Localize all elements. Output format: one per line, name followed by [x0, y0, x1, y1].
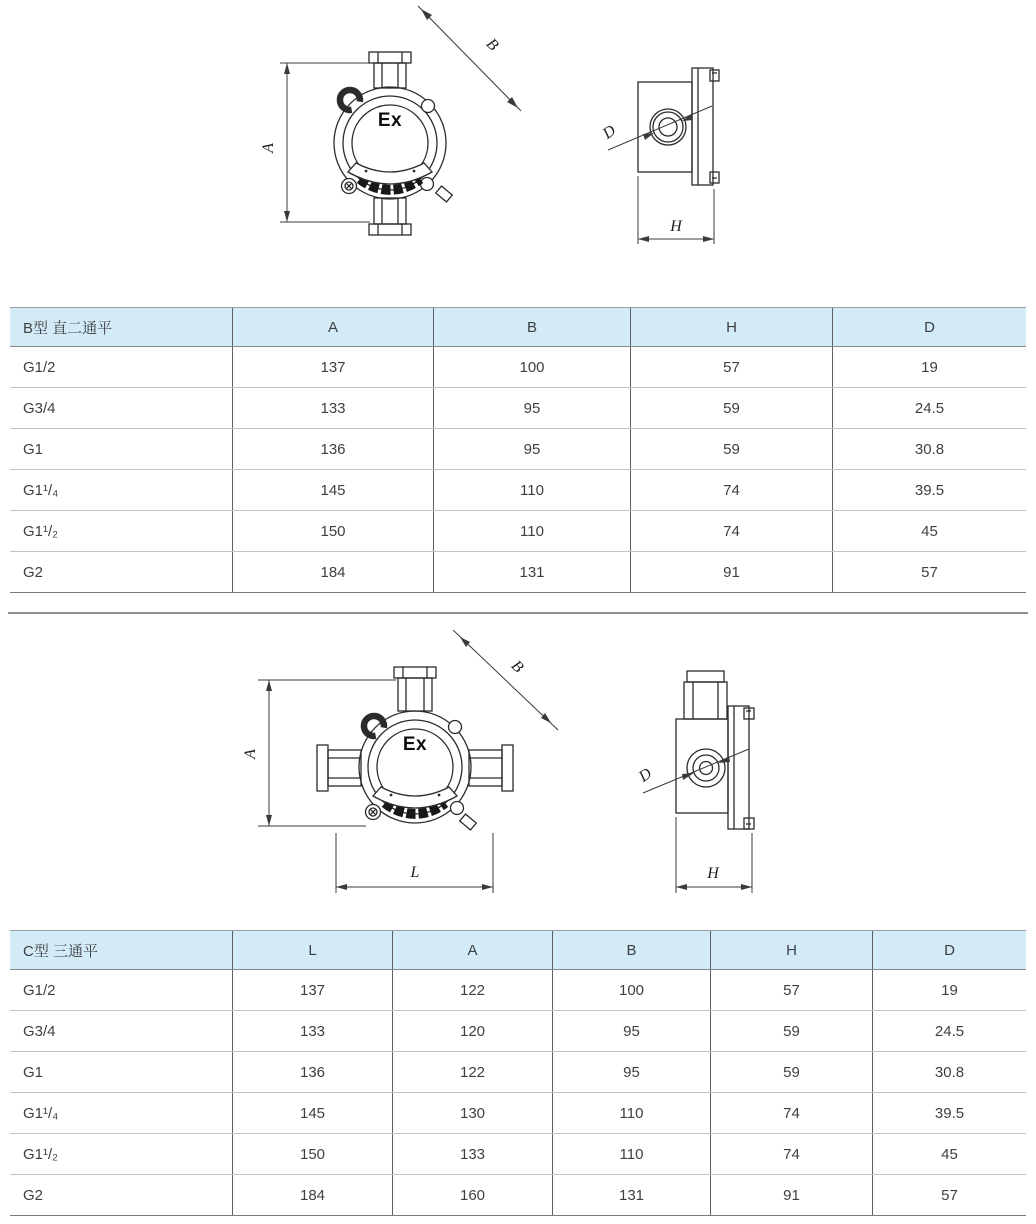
b-front-view: [334, 52, 452, 235]
column-header: H: [630, 308, 832, 346]
bolt-icon: [421, 178, 434, 191]
table-cell: 145: [232, 1093, 392, 1133]
table-cell: 24.5: [832, 388, 1026, 428]
table-cell: 74: [630, 511, 832, 551]
table-cell: 30.8: [832, 429, 1026, 469]
c-side-view: [676, 671, 754, 829]
row-label: G1: [23, 440, 44, 458]
table-row: [10, 1175, 1026, 1216]
table-cell: 57: [832, 552, 1026, 592]
column-header: L: [232, 931, 392, 969]
table-row: [10, 1011, 1026, 1052]
b-type-dimension-table: [10, 307, 1026, 593]
dim-label-a: A: [242, 749, 259, 759]
table-row: [10, 429, 1026, 470]
table-cell: 91: [710, 1175, 872, 1215]
table-cell: 100: [433, 347, 630, 387]
table-cell: 133: [232, 388, 433, 428]
table-row: [10, 388, 1026, 429]
table-cell: 95: [552, 1052, 710, 1092]
table-cell: 136: [232, 429, 433, 469]
bolt-icon: [422, 100, 435, 113]
column-header: A: [392, 931, 552, 969]
column-header: B: [433, 308, 630, 346]
table-cell: 110: [552, 1134, 710, 1174]
table-cell: 74: [710, 1093, 872, 1133]
row-label: G1¹/₂: [23, 1145, 58, 1163]
clip-icon: [364, 716, 384, 736]
table-cell: 136: [232, 1052, 392, 1092]
table-cell: 150: [232, 1134, 392, 1174]
table-row: [10, 1134, 1026, 1175]
dim-label-l: L: [410, 864, 420, 881]
table-row: [10, 511, 1026, 552]
table-cell: 150: [232, 511, 433, 551]
table-cell: 95: [433, 388, 630, 428]
column-header: D: [872, 931, 1026, 969]
row-label: G3/4: [23, 399, 56, 417]
row-label: G1/2: [23, 981, 56, 999]
bolt-icon: [451, 802, 464, 815]
table-row: [10, 970, 1026, 1011]
table-cell: 122: [392, 970, 552, 1010]
table-cell: 133: [232, 1011, 392, 1051]
column-header: A: [232, 308, 433, 346]
table-cell: 137: [232, 347, 433, 387]
dim-label-d: D: [599, 122, 620, 143]
table-cell: 39.5: [832, 470, 1026, 510]
ex-label: Ex: [377, 110, 403, 131]
column-header: H: [710, 931, 872, 969]
table-cell: 122: [392, 1052, 552, 1092]
dim-label-h: H: [707, 865, 719, 882]
row-label: G2: [23, 1186, 44, 1204]
table-cell: 131: [433, 552, 630, 592]
row-label: G1¹/₂: [23, 522, 58, 540]
dim-label-h: H: [670, 218, 682, 235]
table-cell: 130: [392, 1093, 552, 1133]
table-title: C型 三通平: [23, 942, 99, 960]
column-header: B: [552, 931, 710, 969]
section-divider: [8, 612, 1028, 614]
table-title: B型 直二通平: [23, 319, 113, 337]
table-cell: 110: [433, 470, 630, 510]
table-row: [10, 347, 1026, 388]
table-cell: 131: [552, 1175, 710, 1215]
table-cell: 59: [710, 1011, 872, 1051]
table-cell: 95: [552, 1011, 710, 1051]
dim-label-a: A: [260, 143, 277, 153]
table-cell: 30.8: [872, 1052, 1026, 1092]
ex-label: Ex: [402, 734, 428, 755]
table-cell: 39.5: [872, 1093, 1026, 1133]
table-cell: 95: [433, 429, 630, 469]
table-cell: 145: [232, 470, 433, 510]
c-side-dimensions: [643, 749, 752, 893]
bolt-icon: [449, 721, 462, 734]
table-cell: 59: [710, 1052, 872, 1092]
table-cell: 110: [433, 511, 630, 551]
table-cell: 91: [630, 552, 832, 592]
table-cell: 74: [630, 470, 832, 510]
table-cell: 137: [232, 970, 392, 1010]
table-cell: 45: [872, 1134, 1026, 1174]
table-cell: 24.5: [872, 1011, 1026, 1051]
table-header-row: [10, 930, 1026, 970]
table-cell: 133: [392, 1134, 552, 1174]
row-label: G1¹/₄: [23, 481, 59, 499]
table-cell: 19: [872, 970, 1026, 1010]
column-header: D: [832, 308, 1026, 346]
table-cell: 110: [552, 1093, 710, 1133]
table-cell: 100: [552, 970, 710, 1010]
dim-label-b: B: [507, 657, 527, 677]
row-label: G1¹/₄: [23, 1104, 59, 1122]
table-cell: 57: [872, 1175, 1026, 1215]
clip-icon: [340, 90, 360, 110]
dim-label-d: D: [635, 765, 656, 786]
table-cell: 57: [630, 347, 832, 387]
c-type-dimension-table: [10, 930, 1026, 1216]
table-row: [10, 1093, 1026, 1134]
table-header-row: [10, 307, 1026, 347]
row-label: G1: [23, 1063, 44, 1081]
table-cell: 59: [630, 429, 832, 469]
table-row: [10, 552, 1026, 593]
table-cell: 184: [232, 552, 433, 592]
dim-label-b: B: [482, 35, 502, 55]
b-type-drawing: [0, 0, 1036, 300]
table-cell: 184: [232, 1175, 392, 1215]
table-cell: 59: [630, 388, 832, 428]
table-cell: 120: [392, 1011, 552, 1051]
c-type-drawing: [0, 630, 1036, 930]
b-side-view: [638, 68, 719, 185]
table-row: [10, 1052, 1026, 1093]
row-label: G3/4: [23, 1022, 56, 1040]
table-cell: 19: [832, 347, 1026, 387]
table-cell: 57: [710, 970, 872, 1010]
table-row: [10, 470, 1026, 511]
row-label: G1/2: [23, 358, 56, 376]
row-label: G2: [23, 563, 44, 581]
table-cell: 74: [710, 1134, 872, 1174]
table-cell: 160: [392, 1175, 552, 1215]
table-cell: 45: [832, 511, 1026, 551]
